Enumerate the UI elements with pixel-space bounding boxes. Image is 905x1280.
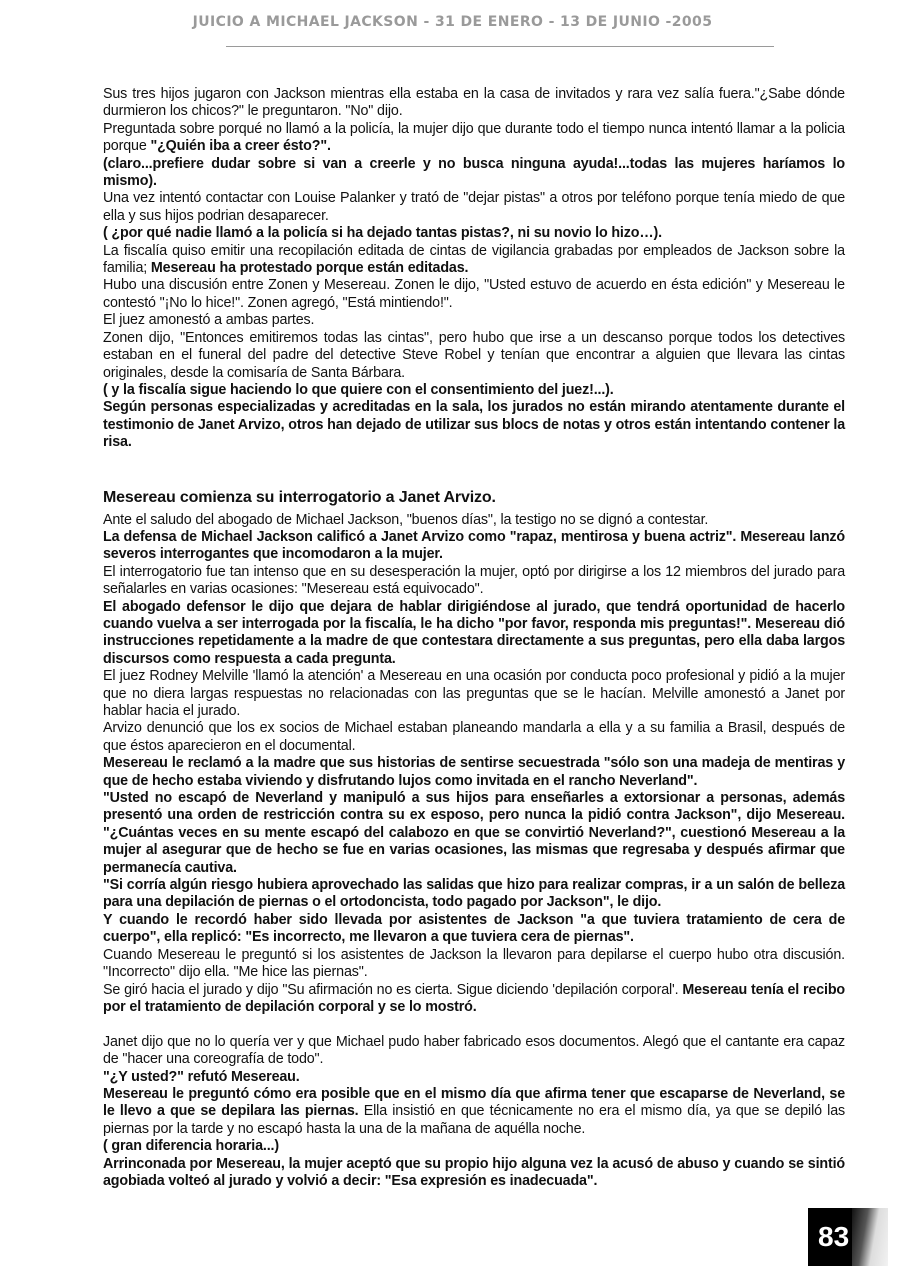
paragraph bbox=[103, 156, 845, 191]
text: El juez amonestó a ambas partes. bbox=[103, 312, 315, 329]
paragraph bbox=[103, 947, 845, 982]
paragraph bbox=[103, 982, 845, 1017]
portrait-image bbox=[852, 1208, 888, 1266]
text: Janet dijo que no lo quería ver y que Michael pudo haber fabricado esos documentos. Alegó que el cantante era capaz de "hacer una coreografía de todo". bbox=[103, 1033, 845, 1068]
bold-text: La defensa de Michael Jackson calificó a Janet Arvizo como "rapaz, mentirosa y buena actriz". Mesereau lanzó severos interrogantes que incomodaron a la mujer. bbox=[103, 528, 845, 563]
paragraph bbox=[103, 512, 845, 529]
paragraph bbox=[103, 1086, 845, 1138]
header-rule bbox=[226, 46, 774, 47]
text: Se giró hacia el jurado y dijo "Su afirmación no es cierta. Sigue diciendo 'depilación corporal'. bbox=[103, 981, 683, 998]
paragraph bbox=[103, 912, 845, 947]
paragraph bbox=[103, 190, 845, 225]
bold-text: "¿Quién iba a creer ésto?". bbox=[150, 138, 331, 155]
bold-text: Según personas especializadas y acreditadas en la sala, los jurados no están mirando atentamente durante el testimonio de Janet Arvizo, otros han dejado de utilizar sus blocs de notas y otros están intentando contener la risa. bbox=[103, 399, 845, 451]
text: Cuando Mesereau le preguntó si los asistentes de Jackson la llevaron para depilarse el cuerpo hubo otra discusión. "Incorrecto" dijo ella. "Me hice las piernas". bbox=[103, 946, 845, 981]
blank-line bbox=[103, 1016, 845, 1033]
paragraph bbox=[103, 564, 845, 599]
paragraph bbox=[103, 312, 845, 329]
text: Hubo una discusión entre Zonen y Mesereau. Zonen le dijo, "Usted estuvo de acuerdo en ésta edición" y Mesereau le contestó "¡No lo hice!". Zonen agregó, "Está mintiendo!". bbox=[103, 277, 845, 311]
section-heading: Mesereau comienza su interrogatorio a Janet Arvizo. bbox=[103, 488, 496, 506]
section-3 bbox=[103, 1034, 845, 1191]
bold-text: "Si corría algún riesgo hubiera aprovechado las salidas que hizo para realizar compras, ir a un salón de belleza para una depilación de piernas o el ortodoncista, todo pagado por Jackson", le dijo. bbox=[103, 877, 845, 911]
bold-text: Y cuando le recordó haber sido llevada por asistentes de Jackson "a que tuviera tratamiento de cera de cuerpo", ella replicó: "Es incorrecto, me llevaron a que tuviera cera de piernas". bbox=[103, 911, 845, 946]
paragraph bbox=[103, 243, 845, 278]
paragraph bbox=[103, 668, 845, 720]
text: Ella insistió en que técnicamente no era el mismo día, ya que se depiló las piernas por la tarde y no escapó hasta la una de la mañana de aquélla noche. bbox=[103, 1103, 846, 1137]
paragraph bbox=[103, 720, 845, 755]
text: El interrogatorio fue tan intenso que en su desesperación la mujer, optó por dirigirse a los 12 miembros del jurado para señalarles en varias ocasiones: "Mesereau está equivocado". bbox=[103, 563, 845, 598]
paragraph bbox=[103, 382, 845, 399]
paragraph bbox=[103, 1034, 845, 1069]
text: Zonen dijo, "Entonces emitiremos todas las cintas", pero hubo que irse a un descanso porque todos los detectives estaban en el funeral del padre del detective Steve Robel y tenían que encontrar a alguien que llevara las cintas originales, desde la comisaría de Santa Bárbara. bbox=[103, 329, 845, 381]
bold-text: Mesereau le reclamó a la madre que sus historias de sentirse secuestrada "sólo son una madeja de mentiras y que de hecho estaba viviendo y disfrutando lujos como invitada en el rancho Neverland". bbox=[103, 755, 845, 789]
bold-text: Mesereau ha protestado porque están editadas. bbox=[150, 260, 469, 277]
section-gap bbox=[103, 452, 845, 488]
bold-text: (claro...prefiere dudar sobre si van a creerle y no busca ninguna ayuda!...todas las mujeres haríamos lo mismo). bbox=[103, 155, 845, 190]
paragraph bbox=[103, 1138, 845, 1155]
text: Ante el saludo del abogado de Michael Jackson, "buenos días", la testigo no se dignó a contestar. bbox=[103, 511, 709, 528]
document-body bbox=[103, 86, 845, 1190]
paragraph bbox=[103, 1069, 845, 1086]
text: Sus tres hijos jugaron con Jackson mientras ella estaba en la casa de invitados y rara vez salía fuera."¿Sabe dónde durmieron los chicos?" le preguntaron. "No" dijo. bbox=[103, 86, 845, 120]
bold-text: ( ¿por qué nadie llamó a la policía si ha dejado tantas pistas?, ni su novio lo hizo…). bbox=[103, 225, 662, 242]
bold-text: Arrinconada por Mesereau, la mujer aceptó que su propio hijo alguna vez la acusó de abuso y cuando se sintió agobiada volteó al jurado y volvió a decir: "Esa expresión es inadecuada". bbox=[103, 1155, 845, 1189]
bold-text: ( y la fiscalía sigue haciendo lo que quiere con el consentimiento del juez!...). bbox=[103, 381, 614, 398]
section-2 bbox=[103, 512, 845, 1017]
paragraph bbox=[103, 86, 845, 121]
paragraph bbox=[103, 277, 845, 312]
paragraph bbox=[103, 877, 845, 912]
paragraph bbox=[103, 121, 845, 156]
bold-text: Mesereau tenía el recibo por el tratamiento de depilación corporal y se lo mostró. bbox=[103, 981, 845, 1015]
bold-text: ( gran diferencia horaria...) bbox=[103, 1138, 279, 1155]
running-header: JUICIO A MICHAEL JACKSON - 31 DE ENERO - 13 DE JUNIO -2005 bbox=[192, 14, 713, 30]
page-number: 83 bbox=[818, 1221, 850, 1252]
text: El juez Rodney Melville 'llamó la atención' a Mesereau en una ocasión por conducta poco profesional y pidió a la mujer que no diera largas respuestas no relacionadas con las preguntas que se le hacían. Melville amonestó a Janet por hablar hacia el jurado. bbox=[103, 668, 845, 719]
paragraph bbox=[103, 755, 845, 790]
text: La fiscalía quiso emitir una recopilación editada de cintas de vigilancia grabadas por empleados de Jackson sobre la familia; bbox=[103, 242, 845, 277]
paragraph bbox=[103, 1156, 845, 1191]
bold-text: Mesereau le preguntó cómo era posible que en el mismo día que afirma tener que escaparse de Neverland, se le llevo a que se depilara las piernas. bbox=[103, 1085, 845, 1120]
paragraph bbox=[103, 330, 845, 382]
text: Arvizo denunció que los ex socios de Michael estaban planeando mandarla a ella y a su familia a Brasil, después de que éstos aparecieron en el documental. bbox=[103, 720, 845, 754]
bold-text: El abogado defensor le dijo que dejara de hablar dirigiéndose al jurado, que tendrá oportunidad de hacerlo cuando vuelva a ser interrogada por la fiscalía, le ha dicho "por favor, responda mis preguntas!". Mesereau dió instrucciones repetidamente a la madre de que contestara directamente a sus preguntas, pero ella daba largos discursos como respuesta a cada pregunta. bbox=[103, 598, 845, 667]
page-number-badge bbox=[808, 1208, 888, 1266]
paragraph bbox=[103, 225, 845, 242]
text: Una vez intentó contactar con Louise Palanker y trató de "dejar pistas" a otros por teléfono porque tenía miedo de que ella y sus hijos podrian desaparecer. bbox=[103, 190, 845, 224]
section-1 bbox=[103, 86, 845, 452]
paragraph bbox=[103, 599, 845, 669]
paragraph bbox=[103, 399, 845, 451]
paragraph bbox=[103, 529, 845, 564]
bold-text: "Usted no escapó de Neverland y manipuló a sus hijos para enseñarles a extorsionar a personas, además presentó una orden de restricción contra su ex esposo, pero nunca la pidió contra Jackson", dijo Mesereau. "¿Cuántas veces en su mente escapó del calabozo en que se convirtió Neverland?", cuestionó Mesereau a la mujer al asegurar que de hecho se fue en varias ocasiones, las mismas que regresaba y después afirmar que permanecía cautiva. bbox=[103, 790, 845, 876]
bold-text: "¿Y usted?" refutó Mesereau. bbox=[103, 1068, 300, 1085]
text: Preguntada sobre porqué no llamó a la policía, la mujer dijo que durante todo el tiempo nunca intentó llamar a la policia porque bbox=[103, 120, 845, 155]
paragraph bbox=[103, 790, 845, 877]
